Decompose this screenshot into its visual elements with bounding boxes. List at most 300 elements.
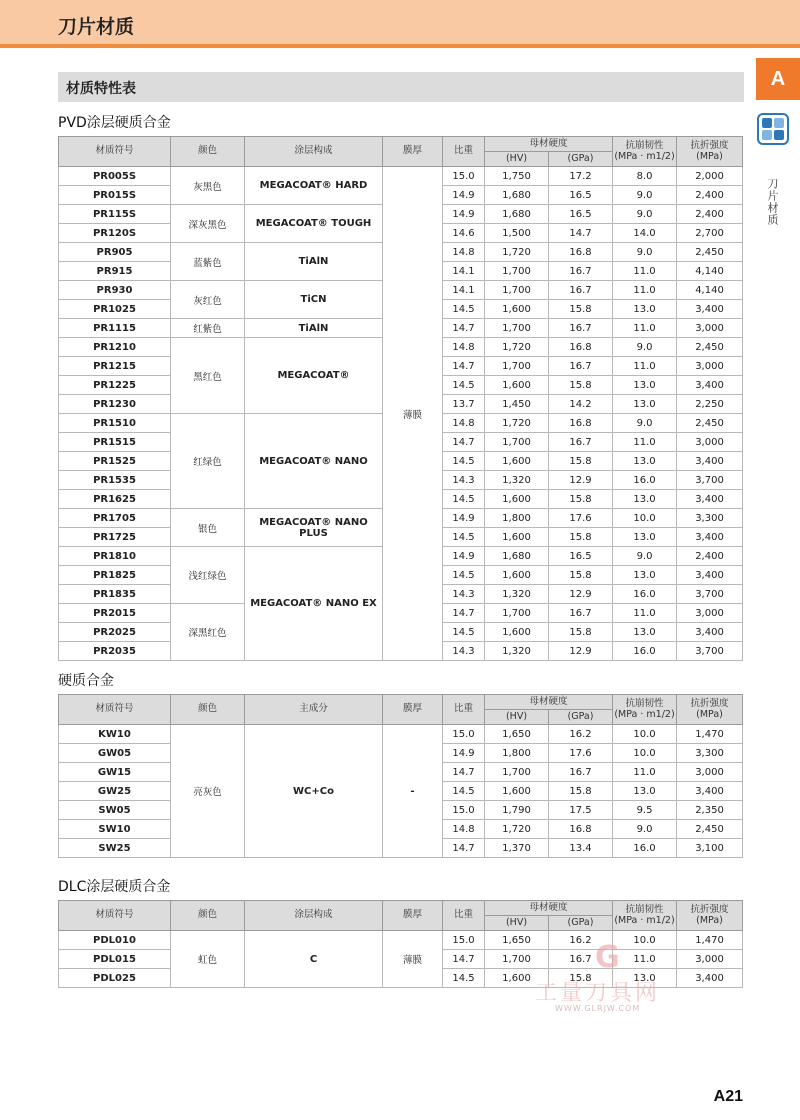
hardness-gpa-cell: 12.9 xyxy=(549,471,613,490)
hardness-gpa-cell: 15.8 xyxy=(549,969,613,988)
grade-cell: PDL025 xyxy=(59,969,171,988)
color-cell: 蓝紫色 xyxy=(171,243,245,281)
side-tab-letter[interactable]: A xyxy=(756,58,800,100)
toughness-cell: 11.0 xyxy=(613,604,677,623)
density-cell: 14.5 xyxy=(443,376,485,395)
hardness-gpa-cell: 16.7 xyxy=(549,319,613,338)
density-cell: 14.7 xyxy=(443,839,485,858)
hardness-hv-cell: 1,750 xyxy=(485,167,549,186)
strength-cell: 3,000 xyxy=(677,357,743,376)
density-cell: 14.7 xyxy=(443,357,485,376)
pvd-table-title: PVD涂层硬质合金 xyxy=(58,115,171,131)
col-header-hv: (HV) xyxy=(485,916,549,931)
hardness-hv-cell: 1,320 xyxy=(485,585,549,604)
toughness-cell: 9.0 xyxy=(613,186,677,205)
col-header-film: 膜厚 xyxy=(383,137,443,167)
toughness-cell: 13.0 xyxy=(613,300,677,319)
col-header-coating: 涂层构成 xyxy=(245,137,383,167)
grade-cell: GW15 xyxy=(59,763,171,782)
hardness-hv-cell: 1,700 xyxy=(485,433,549,452)
hardness-hv-cell: 1,600 xyxy=(485,969,549,988)
toughness-cell: 11.0 xyxy=(613,357,677,376)
hardness-gpa-cell: 15.8 xyxy=(549,452,613,471)
toughness-label: 抗崩韧性 xyxy=(625,903,664,915)
density-cell: 14.5 xyxy=(443,969,485,988)
grade-cell: PR115S xyxy=(59,205,171,224)
col-header-color: 颜色 xyxy=(171,137,245,167)
toughness-cell: 8.0 xyxy=(613,167,677,186)
grade-cell: PR005S xyxy=(59,167,171,186)
strength-unit: (MPa) xyxy=(696,914,723,926)
strength-cell: 3,400 xyxy=(677,623,743,642)
strength-cell: 3,700 xyxy=(677,642,743,661)
col-header-grade: 材质符号 xyxy=(59,901,171,931)
density-cell: 14.8 xyxy=(443,820,485,839)
color-cell: 亮灰色 xyxy=(171,725,245,858)
grade-cell: PR1625 xyxy=(59,490,171,509)
toughness-cell: 9.0 xyxy=(613,243,677,262)
strength-cell: 2,250 xyxy=(677,395,743,414)
density-cell: 14.9 xyxy=(443,186,485,205)
strength-cell: 3,400 xyxy=(677,528,743,547)
density-cell: 14.8 xyxy=(443,243,485,262)
grade-cell: PR1515 xyxy=(59,433,171,452)
toughness-cell: 11.0 xyxy=(613,262,677,281)
hardness-gpa-cell: 16.7 xyxy=(549,604,613,623)
strength-cell: 2,700 xyxy=(677,224,743,243)
hardness-hv-cell: 1,720 xyxy=(485,820,549,839)
toughness-cell: 13.0 xyxy=(613,395,677,414)
color-cell: 虹色 xyxy=(171,931,245,988)
table-row xyxy=(59,931,743,950)
toughness-label: 抗崩韧性 xyxy=(625,697,664,709)
density-cell: 14.5 xyxy=(443,623,485,642)
density-cell: 14.5 xyxy=(443,528,485,547)
hardness-gpa-cell: 15.8 xyxy=(549,782,613,801)
hardness-gpa-cell: 16.7 xyxy=(549,950,613,969)
strength-cell: 2,400 xyxy=(677,547,743,566)
col-header-strength xyxy=(677,695,743,725)
strength-cell: 3,300 xyxy=(677,744,743,763)
side-section-label: 刀片材质 xyxy=(766,178,779,226)
grade-cell: PR2015 xyxy=(59,604,171,623)
density-cell: 14.5 xyxy=(443,566,485,585)
density-cell: 15.0 xyxy=(443,167,485,186)
col-header-density: 比重 xyxy=(443,695,485,725)
strength-label: 抗折强度 xyxy=(690,697,729,709)
density-cell: 14.9 xyxy=(443,744,485,763)
strength-cell: 2,350 xyxy=(677,801,743,820)
density-cell: 14.3 xyxy=(443,585,485,604)
hardness-gpa-cell: 17.2 xyxy=(549,167,613,186)
hardness-hv-cell: 1,680 xyxy=(485,205,549,224)
toughness-cell: 11.0 xyxy=(613,433,677,452)
grade-cell: PR1025 xyxy=(59,300,171,319)
hardness-hv-cell: 1,320 xyxy=(485,642,549,661)
density-cell: 15.0 xyxy=(443,801,485,820)
col-header-toughness xyxy=(613,137,677,167)
hardness-gpa-cell: 15.8 xyxy=(549,566,613,585)
col-header-gpa: (GPa) xyxy=(549,916,613,931)
col-header-strength xyxy=(677,137,743,167)
hardness-hv-cell: 1,600 xyxy=(485,528,549,547)
grade-cell: PR120S xyxy=(59,224,171,243)
hardness-gpa-cell: 16.8 xyxy=(549,414,613,433)
hardness-hv-cell: 1,700 xyxy=(485,281,549,300)
toughness-cell: 16.0 xyxy=(613,642,677,661)
col-header-film: 膜厚 xyxy=(383,901,443,931)
toughness-unit: (MPa · m1/2) xyxy=(614,150,675,162)
hardness-hv-cell: 1,720 xyxy=(485,243,549,262)
col-header-coating: 涂层构成 xyxy=(245,901,383,931)
coating-cell: C xyxy=(245,931,383,988)
grade-cell: PR2035 xyxy=(59,642,171,661)
table-row xyxy=(59,167,743,186)
strength-cell: 1,470 xyxy=(677,931,743,950)
grade-cell: PR1510 xyxy=(59,414,171,433)
strength-cell: 3,700 xyxy=(677,585,743,604)
strength-cell: 3,400 xyxy=(677,566,743,585)
hardness-gpa-cell: 12.9 xyxy=(549,642,613,661)
hardness-hv-cell: 1,650 xyxy=(485,931,549,950)
density-cell: 14.6 xyxy=(443,224,485,243)
density-cell: 14.1 xyxy=(443,281,485,300)
strength-cell: 3,400 xyxy=(677,490,743,509)
toughness-cell: 9.0 xyxy=(613,414,677,433)
grade-cell: GW25 xyxy=(59,782,171,801)
table-header-row xyxy=(59,137,743,152)
grade-cell: PR1115 xyxy=(59,319,171,338)
col-header-color: 颜色 xyxy=(171,901,245,931)
hardness-gpa-cell: 12.9 xyxy=(549,585,613,604)
density-cell: 14.5 xyxy=(443,300,485,319)
hardness-gpa-cell: 15.8 xyxy=(549,623,613,642)
coating-cell: MEGACOAT® TOUGH xyxy=(245,205,383,243)
hardness-hv-cell: 1,700 xyxy=(485,950,549,969)
hardness-gpa-cell: 16.7 xyxy=(549,357,613,376)
density-cell: 14.3 xyxy=(443,642,485,661)
dlc-grade-table xyxy=(58,900,743,988)
hardness-gpa-cell: 16.8 xyxy=(549,243,613,262)
grade-cell: PR905 xyxy=(59,243,171,262)
density-cell: 14.5 xyxy=(443,782,485,801)
grade-cell: PR930 xyxy=(59,281,171,300)
col-header-hv: (HV) xyxy=(485,152,549,167)
hardness-gpa-cell: 15.8 xyxy=(549,300,613,319)
hardness-gpa-cell: 17.6 xyxy=(549,744,613,763)
hardness-hv-cell: 1,680 xyxy=(485,547,549,566)
toughness-cell: 11.0 xyxy=(613,763,677,782)
col-header-density: 比重 xyxy=(443,137,485,167)
color-cell: 红紫色 xyxy=(171,319,245,338)
density-cell: 14.9 xyxy=(443,205,485,224)
color-cell: 红绿色 xyxy=(171,414,245,509)
toughness-cell: 11.0 xyxy=(613,319,677,338)
hardness-gpa-cell: 17.5 xyxy=(549,801,613,820)
hardness-hv-cell: 1,600 xyxy=(485,452,549,471)
hardness-hv-cell: 1,320 xyxy=(485,471,549,490)
hardness-hv-cell: 1,600 xyxy=(485,490,549,509)
hardness-gpa-cell: 16.7 xyxy=(549,433,613,452)
density-cell: 15.0 xyxy=(443,725,485,744)
col-header-color: 颜色 xyxy=(171,695,245,725)
grade-cell: PR1810 xyxy=(59,547,171,566)
dlc-table-title: DLC涂层硬质合金 xyxy=(58,879,171,895)
hardness-gpa-cell: 16.2 xyxy=(549,725,613,744)
coating-cell: MEGACOAT® NANO EX xyxy=(245,547,383,661)
watermark-logo: G xyxy=(595,940,620,975)
toughness-cell: 13.0 xyxy=(613,452,677,471)
grade-cell: PR915 xyxy=(59,262,171,281)
component-cell: WC+Co xyxy=(245,725,383,858)
toughness-cell: 13.0 xyxy=(613,490,677,509)
density-cell: 14.7 xyxy=(443,950,485,969)
hardness-hv-cell: 1,450 xyxy=(485,395,549,414)
toughness-unit: (MPa · m1/2) xyxy=(614,914,675,926)
strength-label: 抗折强度 xyxy=(690,903,729,915)
col-header-hardness: 母材硬度 xyxy=(485,695,613,710)
watermark-url: WWW.GLRJW.COM xyxy=(555,1004,641,1013)
strength-cell: 3,700 xyxy=(677,471,743,490)
toughness-cell: 9.0 xyxy=(613,338,677,357)
color-cell: 深灰黑色 xyxy=(171,205,245,243)
grade-cell: PR1525 xyxy=(59,452,171,471)
toughness-cell: 9.5 xyxy=(613,801,677,820)
insert-grade-icon xyxy=(757,113,789,145)
col-header-grade: 材质符号 xyxy=(59,137,171,167)
coating-cell: TiAlN xyxy=(245,319,383,338)
strength-cell: 3,100 xyxy=(677,839,743,858)
col-header-grade: 材质符号 xyxy=(59,695,171,725)
color-cell: 深黑红色 xyxy=(171,604,245,661)
grade-cell: SW10 xyxy=(59,820,171,839)
film-cell: - xyxy=(383,725,443,858)
page-header-title: 刀片材质 xyxy=(58,16,135,38)
strength-cell: 3,400 xyxy=(677,969,743,988)
col-header-film: 膜厚 xyxy=(383,695,443,725)
toughness-cell: 16.0 xyxy=(613,471,677,490)
col-header-toughness xyxy=(613,695,677,725)
pvd-grade-table xyxy=(58,136,743,661)
density-cell: 14.8 xyxy=(443,414,485,433)
hardness-gpa-cell: 15.8 xyxy=(549,528,613,547)
toughness-unit: (MPa · m1/2) xyxy=(614,708,675,720)
table-header-row xyxy=(59,695,743,710)
strength-cell: 3,000 xyxy=(677,763,743,782)
color-cell: 灰红色 xyxy=(171,281,245,319)
strength-cell: 3,400 xyxy=(677,782,743,801)
hardness-hv-cell: 1,700 xyxy=(485,319,549,338)
top-header-bar xyxy=(0,0,800,48)
hardness-gpa-cell: 16.2 xyxy=(549,931,613,950)
color-cell: 黑红色 xyxy=(171,338,245,414)
density-cell: 14.5 xyxy=(443,452,485,471)
grade-cell: PR015S xyxy=(59,186,171,205)
coating-cell: TiAlN xyxy=(245,243,383,281)
hardness-hv-cell: 1,600 xyxy=(485,782,549,801)
density-cell: 14.9 xyxy=(443,509,485,528)
strength-unit: (MPa) xyxy=(696,150,723,162)
grade-cell: KW10 xyxy=(59,725,171,744)
hardness-hv-cell: 1,650 xyxy=(485,725,549,744)
toughness-cell: 13.0 xyxy=(613,782,677,801)
col-header-gpa: (GPa) xyxy=(549,152,613,167)
toughness-cell: 11.0 xyxy=(613,950,677,969)
toughness-cell: 9.0 xyxy=(613,205,677,224)
hardness-gpa-cell: 16.8 xyxy=(549,820,613,839)
density-cell: 14.3 xyxy=(443,471,485,490)
toughness-cell: 10.0 xyxy=(613,931,677,950)
coating-cell: MEGACOAT® HARD xyxy=(245,167,383,205)
strength-cell: 3,000 xyxy=(677,604,743,623)
toughness-label: 抗崩韧性 xyxy=(625,139,664,151)
toughness-cell: 10.0 xyxy=(613,725,677,744)
hardness-hv-cell: 1,600 xyxy=(485,376,549,395)
density-cell: 14.7 xyxy=(443,604,485,623)
strength-cell: 3,400 xyxy=(677,452,743,471)
strength-cell: 2,450 xyxy=(677,414,743,433)
film-cell: 薄膜 xyxy=(383,167,443,661)
hardness-hv-cell: 1,720 xyxy=(485,414,549,433)
density-cell: 14.8 xyxy=(443,338,485,357)
toughness-cell: 9.0 xyxy=(613,547,677,566)
grade-cell: PR1835 xyxy=(59,585,171,604)
strength-cell: 2,450 xyxy=(677,243,743,262)
toughness-cell: 14.0 xyxy=(613,224,677,243)
coating-cell: MEGACOAT® NANO xyxy=(245,414,383,509)
toughness-cell: 10.0 xyxy=(613,744,677,763)
grade-cell: PR1725 xyxy=(59,528,171,547)
toughness-cell: 13.0 xyxy=(613,566,677,585)
grade-cell: PR1215 xyxy=(59,357,171,376)
strength-cell: 2,450 xyxy=(677,820,743,839)
col-header-strength xyxy=(677,901,743,931)
hardness-hv-cell: 1,700 xyxy=(485,262,549,281)
col-header-hv: (HV) xyxy=(485,710,549,725)
strength-cell: 3,400 xyxy=(677,376,743,395)
col-header-main-component: 主成分 xyxy=(245,695,383,725)
watermark-text: 工量刀具网 xyxy=(535,981,661,1006)
strength-cell: 4,140 xyxy=(677,281,743,300)
hardness-hv-cell: 1,370 xyxy=(485,839,549,858)
toughness-cell: 10.0 xyxy=(613,509,677,528)
hardness-gpa-cell: 16.7 xyxy=(549,763,613,782)
toughness-cell: 13.0 xyxy=(613,969,677,988)
strength-cell: 2,450 xyxy=(677,338,743,357)
density-cell: 14.7 xyxy=(443,763,485,782)
hardness-gpa-cell: 14.2 xyxy=(549,395,613,414)
grade-cell: PR1705 xyxy=(59,509,171,528)
strength-cell: 3,000 xyxy=(677,319,743,338)
hardness-hv-cell: 1,700 xyxy=(485,357,549,376)
grade-cell: PR1230 xyxy=(59,395,171,414)
hardness-hv-cell: 1,700 xyxy=(485,604,549,623)
density-cell: 15.0 xyxy=(443,931,485,950)
grade-cell: PR1210 xyxy=(59,338,171,357)
strength-cell: 3,300 xyxy=(677,509,743,528)
hardness-gpa-cell: 16.5 xyxy=(549,547,613,566)
grade-cell: PR1825 xyxy=(59,566,171,585)
density-cell: 14.1 xyxy=(443,262,485,281)
hardness-gpa-cell: 17.6 xyxy=(549,509,613,528)
strength-unit: (MPa) xyxy=(696,708,723,720)
hardness-gpa-cell: 16.5 xyxy=(549,186,613,205)
strength-cell: 2,400 xyxy=(677,186,743,205)
strength-cell: 3,000 xyxy=(677,433,743,452)
film-cell: 薄膜 xyxy=(383,931,443,988)
toughness-cell: 9.0 xyxy=(613,820,677,839)
strength-cell: 1,470 xyxy=(677,725,743,744)
strength-cell: 2,000 xyxy=(677,167,743,186)
col-header-toughness xyxy=(613,901,677,931)
density-cell: 14.7 xyxy=(443,319,485,338)
density-cell: 14.5 xyxy=(443,490,485,509)
grade-cell: SW05 xyxy=(59,801,171,820)
section-title-bar xyxy=(58,72,744,102)
coating-cell: MEGACOAT® xyxy=(245,338,383,414)
strength-cell: 2,400 xyxy=(677,205,743,224)
strength-cell: 3,000 xyxy=(677,950,743,969)
coating-cell: TiCN xyxy=(245,281,383,319)
grade-cell: PDL015 xyxy=(59,950,171,969)
toughness-cell: 16.0 xyxy=(613,839,677,858)
hardness-gpa-cell: 16.5 xyxy=(549,205,613,224)
hardness-hv-cell: 1,600 xyxy=(485,623,549,642)
hardness-gpa-cell: 16.7 xyxy=(549,281,613,300)
color-cell: 浅红绿色 xyxy=(171,547,245,604)
hardness-hv-cell: 1,790 xyxy=(485,801,549,820)
color-cell: 灰黑色 xyxy=(171,167,245,205)
grade-cell: SW25 xyxy=(59,839,171,858)
col-header-hardness: 母材硬度 xyxy=(485,137,613,152)
hardness-hv-cell: 1,720 xyxy=(485,338,549,357)
density-cell: 13.7 xyxy=(443,395,485,414)
strength-cell: 3,400 xyxy=(677,300,743,319)
col-header-density: 比重 xyxy=(443,901,485,931)
grade-cell: GW05 xyxy=(59,744,171,763)
hardness-hv-cell: 1,680 xyxy=(485,186,549,205)
grade-cell: PR1535 xyxy=(59,471,171,490)
hardness-gpa-cell: 14.7 xyxy=(549,224,613,243)
table-row xyxy=(59,725,743,744)
col-header-gpa: (GPa) xyxy=(549,710,613,725)
hardness-hv-cell: 1,600 xyxy=(485,300,549,319)
strength-label: 抗折强度 xyxy=(690,139,729,151)
toughness-cell: 13.0 xyxy=(613,376,677,395)
col-header-hardness: 母材硬度 xyxy=(485,901,613,916)
grade-cell: PDL010 xyxy=(59,931,171,950)
density-cell: 14.9 xyxy=(443,547,485,566)
hardness-hv-cell: 1,800 xyxy=(485,744,549,763)
toughness-cell: 13.0 xyxy=(613,528,677,547)
cemented-carbide-table xyxy=(58,694,743,858)
density-cell: 14.7 xyxy=(443,433,485,452)
hardness-gpa-cell: 16.7 xyxy=(549,262,613,281)
color-cell: 银色 xyxy=(171,509,245,547)
page-number: A21 xyxy=(713,1088,743,1105)
grade-cell: PR2025 xyxy=(59,623,171,642)
hardness-gpa-cell: 13.4 xyxy=(549,839,613,858)
cemented-table-title: 硬质合金 xyxy=(58,673,114,689)
hardness-gpa-cell: 15.8 xyxy=(549,490,613,509)
hardness-hv-cell: 1,500 xyxy=(485,224,549,243)
section-title: 材质特性表 xyxy=(66,81,136,97)
hardness-hv-cell: 1,700 xyxy=(485,763,549,782)
grade-cell: PR1225 xyxy=(59,376,171,395)
hardness-gpa-cell: 15.8 xyxy=(549,376,613,395)
toughness-cell: 16.0 xyxy=(613,585,677,604)
toughness-cell: 13.0 xyxy=(613,623,677,642)
